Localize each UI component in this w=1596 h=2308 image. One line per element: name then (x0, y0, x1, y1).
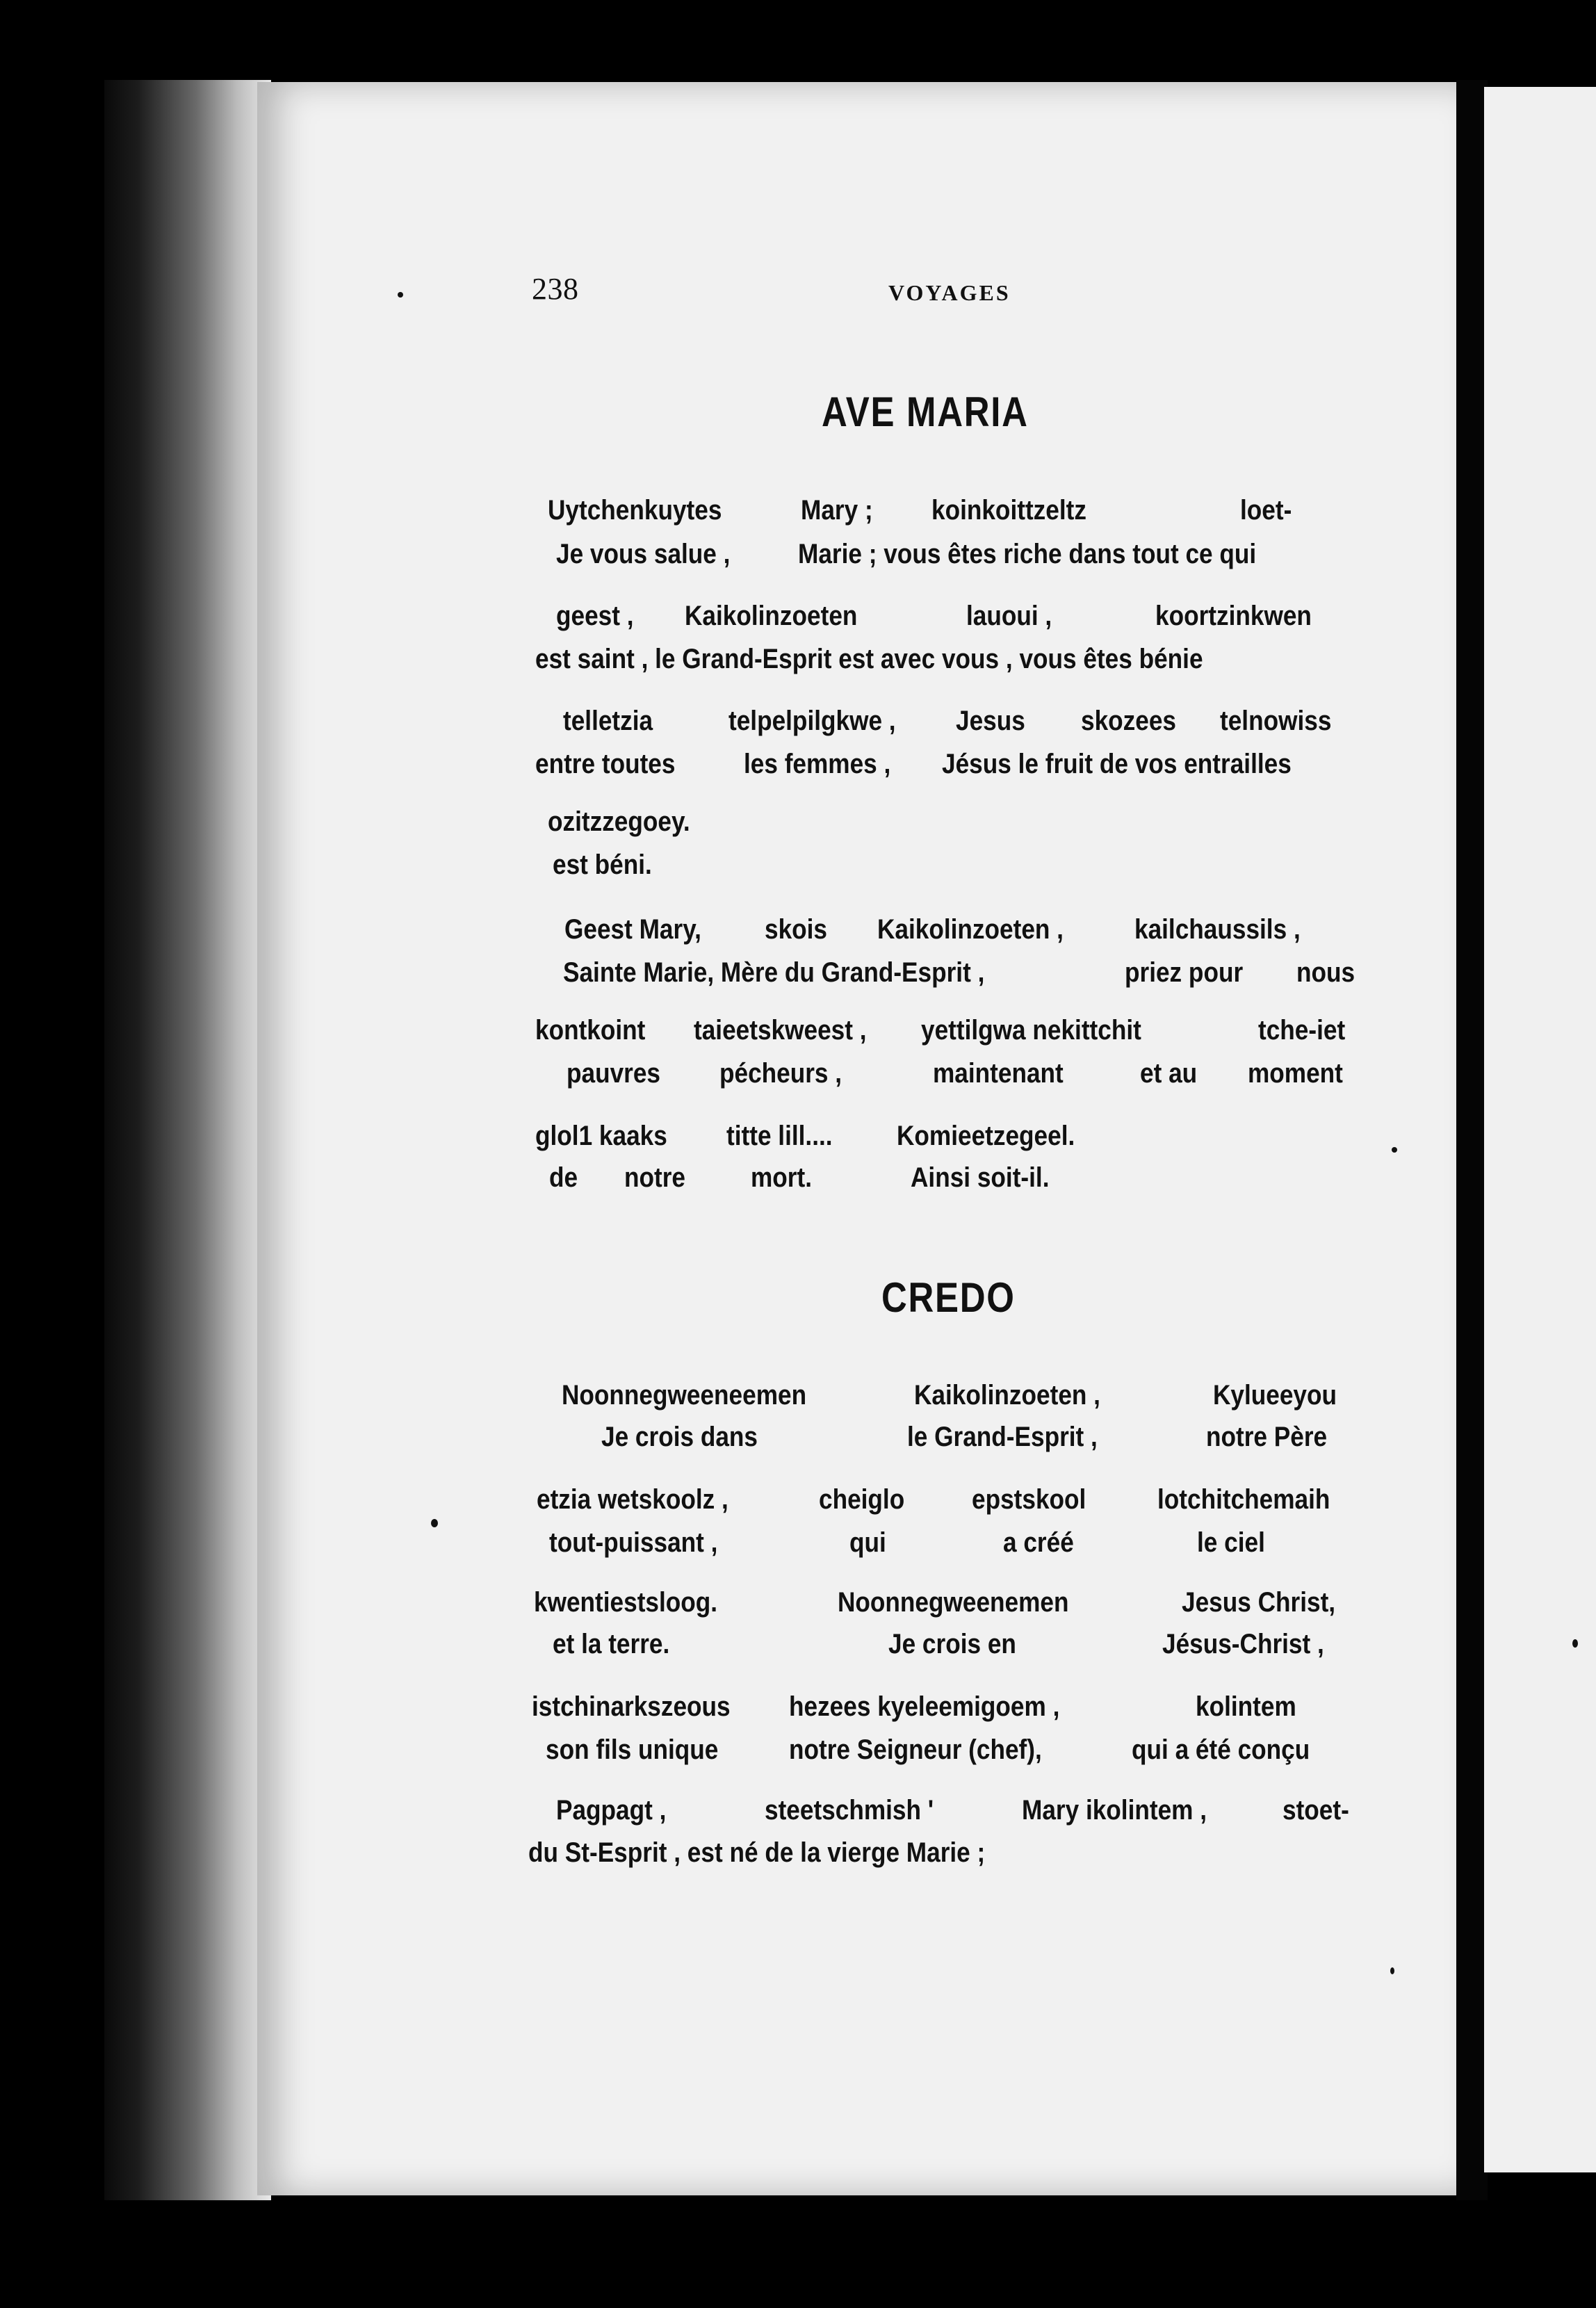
french-word: moment (1248, 1058, 1343, 1089)
scan-speck (398, 292, 403, 298)
french-word: Je vous salue , (556, 539, 731, 569)
native-word: tche-iet (1258, 1015, 1346, 1046)
ave-maria-title: AVE MARIA (822, 389, 1029, 435)
native-word: kontkoint (535, 1015, 646, 1046)
native-word: Mary ; (801, 495, 873, 526)
native-word: Jesus (956, 706, 1025, 736)
native-word: yettilgwa nekittchit (921, 1015, 1141, 1046)
native-line (0, 1380, 1596, 1422)
native-word: Kaikolinzoeten , (914, 1380, 1100, 1411)
native-word: glol1 kaaks (535, 1121, 667, 1151)
native-line (0, 1795, 1596, 1837)
french-line (0, 1162, 1596, 1204)
native-line (0, 914, 1596, 956)
french-word: et au (1140, 1058, 1198, 1089)
native-word: cheiglo (819, 1484, 905, 1515)
native-word: kwentiestsloog. (534, 1587, 718, 1618)
native-line (0, 495, 1596, 537)
french-word: Ainsi soit-il. (911, 1162, 1050, 1193)
french-line (0, 1058, 1596, 1100)
french-line (0, 1422, 1596, 1463)
french-word: de (549, 1162, 578, 1193)
native-line (0, 806, 1596, 848)
native-word: Kaikolinzoeten , (877, 914, 1064, 945)
french-line (0, 850, 1596, 891)
native-word: koortzinkwen (1155, 601, 1312, 631)
credo-title: CREDO (881, 1274, 1016, 1321)
french-word: a créé (1003, 1527, 1074, 1558)
french-word: et la terre. (553, 1629, 670, 1659)
french-word: Je crois en (888, 1629, 1016, 1659)
native-word: titte lill.... (726, 1121, 833, 1151)
native-word: telnowiss (1220, 706, 1332, 736)
french-word: Sainte Marie, Mère du Grand-Esprit , (563, 957, 985, 988)
running-title: VOYAGES (888, 280, 1011, 305)
native-line (0, 601, 1596, 642)
french-word: tout-puissant , (549, 1527, 718, 1558)
french-word: entre toutes (535, 749, 676, 779)
native-word: Komieetzegeel. (897, 1121, 1075, 1151)
native-word: kolintem (1196, 1691, 1296, 1722)
native-word: Jesus Christ, (1182, 1587, 1336, 1618)
native-word: etzia wetskoolz , (537, 1484, 728, 1515)
native-word: hezees kyeleemigoem , (789, 1691, 1060, 1722)
native-word: epstskool (972, 1484, 1086, 1515)
native-word: taieetskweest , (694, 1015, 867, 1046)
french-line (0, 1527, 1596, 1569)
french-word: notre Seigneur (chef), (789, 1734, 1042, 1765)
native-word: skozees (1081, 706, 1176, 736)
french-word: priez pour (1125, 957, 1244, 988)
french-word: Marie ; vous êtes riche dans tout ce qui (798, 539, 1257, 569)
native-word: telpelpilgkwe , (728, 706, 896, 736)
native-word: Noonnegweenemen (838, 1587, 1069, 1618)
french-word: est béni. (553, 850, 652, 880)
french-word: Jésus-Christ , (1162, 1629, 1324, 1659)
page-number: 238 (532, 272, 579, 306)
native-word: Kylueeyou (1213, 1380, 1337, 1411)
native-word: lauoui , (966, 601, 1052, 631)
native-word: Uytchenkuytes (548, 495, 722, 526)
native-word: ozitzzegoey. (548, 806, 690, 837)
french-line (0, 1629, 1596, 1671)
native-word: steetschmish ' (765, 1795, 934, 1826)
native-word: Geest Mary, (564, 914, 701, 945)
french-word: le ciel (1197, 1527, 1265, 1558)
french-line (0, 957, 1596, 999)
native-word: Kaikolinzoeten (685, 601, 858, 631)
french-word: le Grand-Esprit , (907, 1422, 1098, 1452)
french-line (0, 644, 1596, 685)
french-line (0, 1734, 1596, 1776)
french-word: pécheurs , (719, 1058, 842, 1089)
french-word: notre (624, 1162, 685, 1193)
french-line (0, 539, 1596, 580)
scan-speck (1390, 1967, 1394, 1974)
french-word: Jésus le fruit de vos entrailles (942, 749, 1292, 779)
native-word: koinkoittzeltz (931, 495, 1086, 526)
native-line (0, 1587, 1596, 1629)
french-word: qui a été conçu (1132, 1734, 1310, 1765)
native-word: Pagpagt , (556, 1795, 667, 1826)
french-word: est saint , le Grand-Esprit est avec vous , vous êtes bénie (535, 644, 1203, 674)
native-word: Noonnegweeneemen (562, 1380, 807, 1411)
french-line (0, 749, 1596, 790)
french-word: Je crois dans (601, 1422, 758, 1452)
native-line (0, 706, 1596, 747)
native-word: geest , (556, 601, 634, 631)
native-word: kailchaussils , (1134, 914, 1301, 945)
native-word: telletzia (563, 706, 653, 736)
french-word: mort. (751, 1162, 812, 1193)
french-word: qui (849, 1527, 886, 1558)
native-word: Mary ikolintem , (1022, 1795, 1207, 1826)
native-word: loet- (1240, 495, 1292, 526)
native-word: stoet- (1282, 1795, 1349, 1826)
native-line (0, 1484, 1596, 1526)
french-word: pauvres (567, 1058, 661, 1089)
french-word: nous (1296, 957, 1355, 988)
native-word: skois (765, 914, 828, 945)
native-word: lotchitchemaih (1157, 1484, 1330, 1515)
french-word: notre Père (1206, 1422, 1328, 1452)
french-word: les femmes , (744, 749, 891, 779)
french-word: maintenant (933, 1058, 1064, 1089)
native-word: istchinarkszeous (532, 1691, 731, 1722)
native-line (0, 1121, 1596, 1162)
native-line (0, 1691, 1596, 1733)
native-line (0, 1015, 1596, 1057)
french-line (0, 1837, 1596, 1879)
french-word: du St-Esprit , est né de la vierge Marie ; (528, 1837, 986, 1868)
french-word: son fils unique (546, 1734, 719, 1765)
